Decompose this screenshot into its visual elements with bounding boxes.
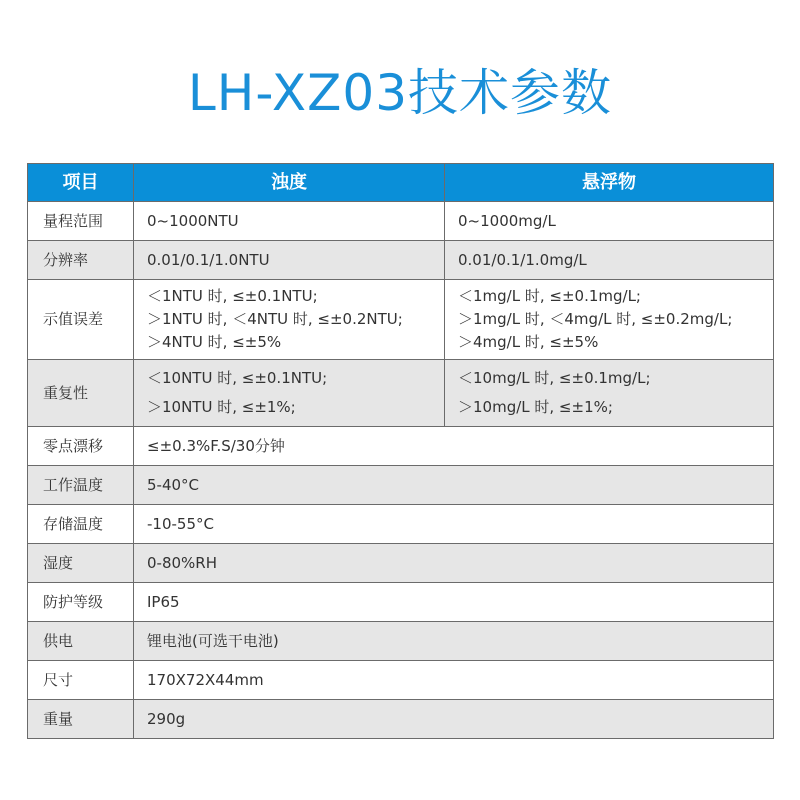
spec-table — [27, 163, 774, 739]
row-value: ≤±0.3%F.S/30分钟 — [134, 427, 774, 466]
row-value: 170X72X44mm — [134, 661, 774, 700]
table-row — [28, 280, 774, 360]
header-turbidity: 浊度 — [134, 164, 445, 202]
table-row — [28, 202, 774, 241]
suspended-value — [445, 202, 774, 241]
turbidity-value — [134, 241, 445, 280]
row-label: 分辨率 — [28, 241, 134, 280]
row-label: 重复性 — [28, 360, 134, 427]
value-line: ＞4NTU 时, ≤±5% — [147, 333, 282, 351]
value-line: 0.01/0.1/1.0mg/L — [458, 250, 587, 269]
row-label: 零点漂移 — [28, 427, 134, 466]
table-row — [28, 700, 774, 739]
table-row — [28, 360, 774, 427]
row-value: -10-55°C — [134, 505, 774, 544]
table-row — [28, 583, 774, 622]
value-line: ＞10mg/L 时, ≤±1%; — [458, 398, 613, 416]
header-item: 项目 — [28, 164, 134, 202]
table-header — [28, 164, 774, 202]
row-label: 湿度 — [28, 544, 134, 583]
row-value: 5-40°C — [134, 466, 774, 505]
row-value: 290g — [134, 700, 774, 739]
suspended-value — [445, 280, 774, 360]
value-line: 0~1000mg/L — [458, 211, 556, 230]
value-line: ＞4mg/L 时, ≤±5% — [458, 333, 599, 351]
value-line: ＜1mg/L 时, ≤±0.1mg/L; — [458, 287, 641, 305]
row-label: 防护等级 — [28, 583, 134, 622]
table-row — [28, 544, 774, 583]
page-title: LH-XZ03技术参数 — [187, 64, 613, 122]
value-line: 0.01/0.1/1.0NTU — [147, 250, 270, 269]
row-label: 存储温度 — [28, 505, 134, 544]
value-line: ＞10NTU 时, ≤±1%; — [147, 398, 296, 416]
suspended-value — [445, 241, 774, 280]
table-row — [28, 622, 774, 661]
table-row — [28, 427, 774, 466]
header-suspended-solids: 悬浮物 — [445, 164, 774, 202]
turbidity-value — [134, 280, 445, 360]
turbidity-value — [134, 202, 445, 241]
value-line: ＞1NTU 时, ＜4NTU 时, ≤±0.2NTU; — [147, 310, 403, 328]
row-value: 锂电池(可选干电池) — [134, 622, 774, 661]
value-line: ＜1NTU 时, ≤±0.1NTU; — [147, 287, 318, 305]
suspended-value — [445, 360, 774, 427]
table-row — [28, 505, 774, 544]
table-row — [28, 661, 774, 700]
value-line: 0~1000NTU — [147, 211, 239, 230]
turbidity-value — [134, 360, 445, 427]
value-line: ＞1mg/L 时, ＜4mg/L 时, ≤±0.2mg/L; — [458, 310, 733, 328]
row-label: 供电 — [28, 622, 134, 661]
table-row — [28, 466, 774, 505]
table-row — [28, 241, 774, 280]
row-label: 重量 — [28, 700, 134, 739]
row-label: 示值误差 — [28, 280, 134, 360]
value-line: ＜10mg/L 时, ≤±0.1mg/L; — [458, 369, 651, 387]
row-label: 尺寸 — [28, 661, 134, 700]
row-value: IP65 — [134, 583, 774, 622]
row-value: 0-80%RH — [134, 544, 774, 583]
row-label: 工作温度 — [28, 466, 134, 505]
row-label: 量程范围 — [28, 202, 134, 241]
value-line: ＜10NTU 时, ≤±0.1NTU; — [147, 369, 328, 387]
